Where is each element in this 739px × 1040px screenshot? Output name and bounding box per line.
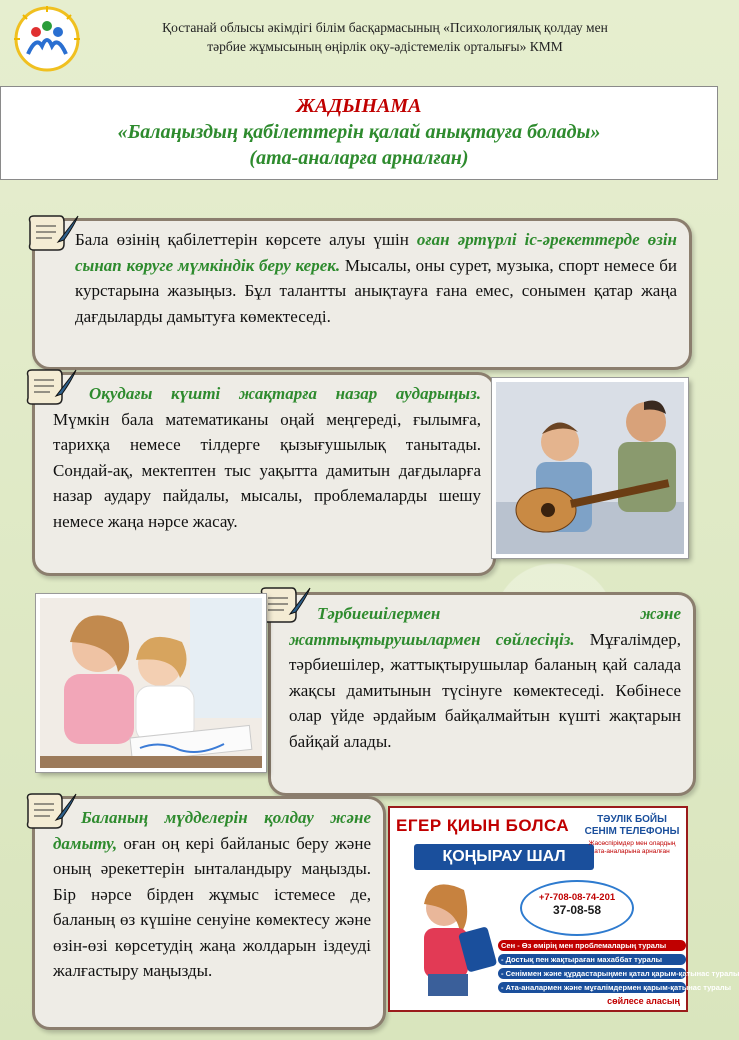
tip-body: Мысалы, оны сурет, музыка, спорт немесе би курстарына жазыңыз. Бұл талантты анықтауға ғана емес, сонымен қатар жаңа дағдыларды дамытуға көмектеседі. [75, 255, 677, 326]
photo-guitar-lesson [492, 378, 688, 558]
header [0, 0, 720, 80]
drawing-illustration [40, 598, 262, 768]
tip-card-3 [268, 592, 696, 796]
poster-topic: Сен - Өз өмірің мен проблемаларың туралы [498, 940, 686, 951]
tip-body: оған оң кері байланыс беру және оның әрекеттерін ынталандыру маңызды. Бір нәрсе бірден жұмыс істемесе де, баланың өз күшіне сенуіне көмектесу және өзін-өзі көрсетудің жаңа жолдарын іздеуді жалғастыру маңызды. [53, 833, 371, 980]
tip-highlight: Баланың мүдделерін қолдау және дамыту, [53, 808, 371, 853]
scroll-quill-icon [24, 212, 80, 252]
sad-child-illustration [398, 874, 498, 1004]
poster-phone-2: 37-08-58 [552, 903, 602, 917]
organization-name [110, 18, 660, 56]
poster-audience: Жасөспірімдер мен олардың ата-аналарына арналған [588, 840, 676, 855]
tip-card-1 [32, 218, 692, 370]
poster-phone-1: +7-708-08-74-201 [538, 892, 616, 903]
poster-call: ҚОҢЫРАУ ШАЛ [414, 844, 594, 870]
org-line-2: тәрбие жұмысының өңірлік оқу-әдістемелік орталығы» КММ [207, 39, 563, 54]
tip-highlight: Оқудағы күшті жақтарға назар аударыңыз. [89, 384, 481, 403]
tip-body: Мұғалімдер, тәрбиешілер, жаттықтырушылар баланың қай салада жақсы дамитынын түсінуге көмектеседі. Көбінесе олар үйде әрдайым байқалмайтын күшті жақтарын байқай алады. [289, 629, 681, 751]
poster-footer: сөйлесе аласың [607, 996, 680, 1006]
poster-topics [498, 940, 739, 996]
poster-topic: - Сеніммен және құрдастарыңмен қатал қарым-қатынас туралы [498, 968, 686, 979]
guitar-lesson-illustration [496, 382, 684, 554]
poster-phone-bubble [520, 880, 634, 936]
title-box [0, 86, 718, 180]
title-audience: (ата-аналарға арналған) [249, 147, 469, 169]
organization-logo-icon [14, 6, 80, 72]
poster-hotline-block [584, 814, 680, 856]
title-main: ЖАДЫНАМА [296, 95, 422, 117]
scroll-quill-icon [22, 790, 78, 830]
tip-highlight: оған әртүрлі іс-әрекеттерде өзін сынап көруге мүмкіндік беру керек. [75, 230, 677, 275]
hotline-poster [388, 806, 739, 1012]
poster-topic: - Достық пен жақтыраған махаббат туралы [498, 954, 686, 965]
org-line-1: Қостанай облысы әкімдігі білім басқармасының «Психологиялық қолдау мен [162, 20, 608, 35]
poster-hotline: ТӘУЛІК БОЙЫ СЕНІМ ТЕЛЕФОНЫ [584, 814, 680, 837]
poster-headline: ЕГЕР ҚИЫН БОЛСА [396, 816, 570, 835]
tip-card-2 [32, 372, 496, 576]
tip-body: Мүмкін бала математиканы оңай меңгереді, ғылымға, тарихқа немесе тілдерге қызығушылық танытады. Сондай-ақ, мектептен тыс уақытта дамитын дағдыларға назар аудару пайдалы, мысалы, проблемаларды шешу немесе жаңа нәрсе жасау. [53, 409, 481, 531]
scroll-quill-icon [22, 366, 78, 406]
photo-mother-daughter-drawing [36, 594, 266, 772]
tip-highlight: Тәрбиешілермен және жаттықтырушылармен сөйлесіңіз. [289, 604, 681, 649]
tip-lead: Бала өзінің қабілеттерін көрсете алуы үшін [75, 230, 417, 249]
poster-topic: - Ата-аналармен және мұғалімдермен қарым-қатынас туралы [498, 982, 686, 993]
tip-card-4 [32, 796, 386, 1030]
title-subtitle: «Балаңыздың қабілеттерін қалай анықтауға болады» [117, 121, 601, 143]
